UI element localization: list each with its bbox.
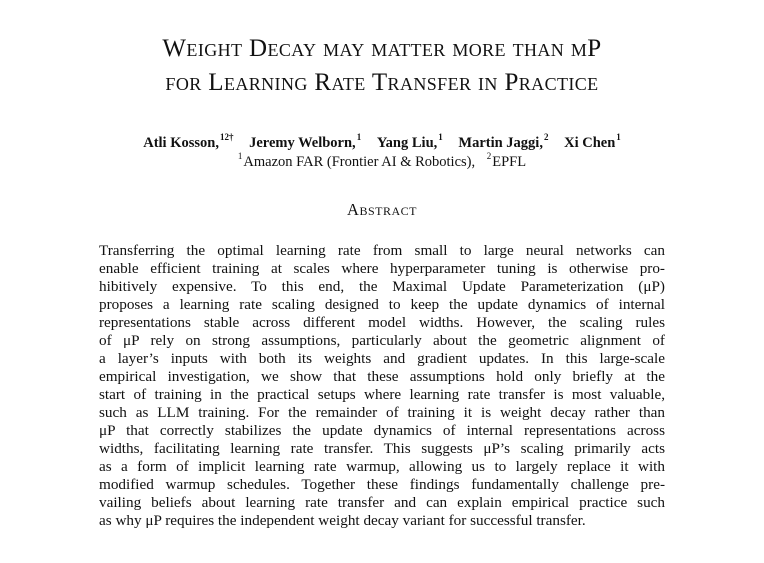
affiliation-text: EPFL [492,153,527,170]
abstract-line: hibitively expensive. To this end, the Maximal Update Parameterization (μP) [99,278,665,295]
affiliation-mark: 2 [486,151,492,161]
abstract-line: as a form of implicit learning rate warmup, allowing us to largely replace it with [99,458,665,475]
author-name: Xi Chen [564,134,616,151]
author-name: Martin Jaggi, [458,134,543,151]
abstract-body [99,242,665,530]
author-name: Atli Kosson, [143,134,219,151]
abstract-line: μP that correctly stabilizes the update dynamics of internal representations across [99,422,665,439]
abstract-line: modified warmup schedules. Together these findings fundamentally challenge pre- [99,476,665,493]
author-affiliation-mark: 12† [219,132,234,142]
abstract-line: representations stable across different model widths. However, the scaling rules [99,314,665,331]
affiliation-list [0,147,764,172]
paper-title [0,32,764,100]
abstract-line: as why μP requires the independent weight decay variant for successful transfer. [99,512,586,529]
abstract-line: empirical investigation, we show that these assumptions hold only briefly at the [99,368,665,385]
abstract-line: enable efficient training at scales where hyperparameter tuning is otherwise pro- [99,260,665,277]
affiliation-2 [487,147,526,172]
abstract-line: Transferring the optimal learning rate from small to large neural networks can [99,242,665,259]
affiliation-mark: 1 [237,151,243,161]
paper-title-line-1: Weight Decay may matter more than μP [162,35,602,62]
author-name: Yang Liu, [376,134,438,151]
affiliation-text: Amazon FAR (Frontier AI & Robotics), [243,153,476,170]
abstract-line: proposes a learning rate scaling designed to keep the update dynamics of internal [99,296,665,313]
author-affiliation-mark: 1 [356,132,362,142]
author-affiliation-mark: 1 [616,132,621,142]
abstract-line: a layer’s inputs with both its weights and gradient updates. In this large-scale [99,350,665,367]
abstract-line: vailing beliefs about learning rate transfer and can explain empirical practice such [99,494,665,511]
abstract-line: such as LLM training. For the remainder of training it is weight decay rather than [99,404,665,421]
abstract-heading: Abstract [347,200,417,219]
author-name: Jeremy Welborn, [249,134,356,151]
paper-title-line-2: for Learning Rate Transfer in Practice [165,69,599,96]
author-affiliation-mark: 1 [438,132,443,142]
abstract-line: widths, facilitating learning rate transfer. This suggests μP’s scaling primarily acts [99,440,665,457]
affiliation-1 [238,147,475,172]
abstract-line: start of training in the practical setups where learning rate transfer is most valuable, [99,386,665,403]
abstract-line: of μP rely on strong assumptions, particularly about the geometric alignment of [99,332,665,349]
author-affiliation-mark: 2 [543,132,549,142]
